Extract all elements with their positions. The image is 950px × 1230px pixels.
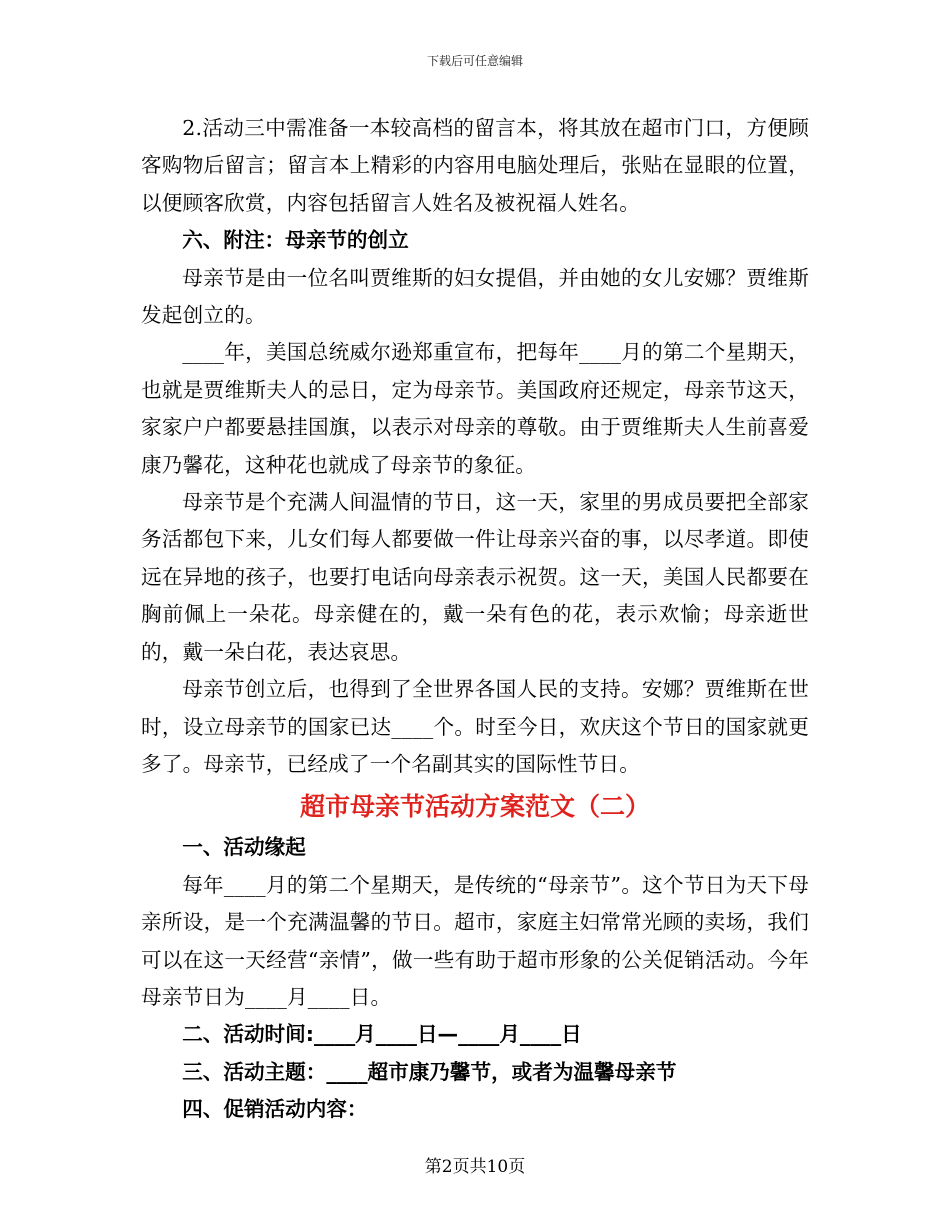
section-heading-theme: 三、活动主题：____超市康乃馨节，或者为温馨母亲节: [182, 1059, 677, 1084]
page-footer: 第2页共10页: [424, 1157, 526, 1177]
paragraph-appendix-3: 母亲节是个充满人间温情的节日，这一天，家里的男成员要把全部家务活都包下来，儿女们每人都要做一件让母亲兴奋的事，以尽孝道。即使远在异地的孩子，也要打电话向母亲表示祝贺。这一天，美国人民都要在胸前佩上一朵花。母亲健在的，戴一朵有色的花，表示欢愉；母亲逝世的，戴一朵白花，表达哀思。: [141, 490, 809, 664]
document-body: [141, 110, 809, 1129]
section-heading-promotion: 四、促销活动内容：: [182, 1097, 368, 1122]
paragraph-appendix-2: ____年，美国总统威尔逊郑重宣布，把每年____月的第二个星期天，也就是贾维斯夫人的忌日，定为母亲节。美国政府还规定，母亲节这天，家家户户都要悬挂国旗，以表示对母亲的尊敬。由于贾维斯夫人生前喜爱康乃馨花，这种花也就成了母亲节的象征。: [141, 340, 809, 477]
paragraph-appendix-1: 母亲节是由一位名叫贾维斯的妇女提倡，并由她的女儿安娜？贾维斯发起创立的。: [141, 265, 809, 328]
paragraph-appendix-4: 母亲节创立后，也得到了全世界各国人民的支持。安娜？贾维斯在世时，设立母亲节的国家已达____个。时至今日，欢庆这个节日的国家就更多了。母亲节，已经成了一个名副其实的国际性节日。: [141, 677, 809, 776]
paragraph-activity3-note: 2.活动三中需准备一本较高档的留言本，将其放在超市门口，方便顾客购物后留言；留言本上精彩的内容用电脑处理后，张贴在显眼的位置，以便顾客欣赏，内容包括留言人姓名及被祝福人姓名。: [141, 116, 809, 215]
section-heading-time: 二、活动时间:____月____日—____月____日: [182, 1022, 582, 1047]
section-heading-appendix: 六、附注：母亲节的创立: [182, 228, 409, 253]
section-heading-origin: 一、活动缘起: [182, 835, 306, 860]
page-header: 下载后可任意编辑: [426, 54, 523, 68]
paragraph-origin: 每年____月的第二个星期天，是传统的“母亲节”。这个节日为天下母亲所设，是一个充满温馨的节日。超市，家庭主妇常常光顾的卖场，我们可以在这一天经营“亲情”，做一些有助于超市形象的公关促销活动。今年母亲节日为____月____日。: [141, 872, 809, 1009]
document-title: 超市母亲节活动方案范文（二）: [299, 792, 650, 822]
